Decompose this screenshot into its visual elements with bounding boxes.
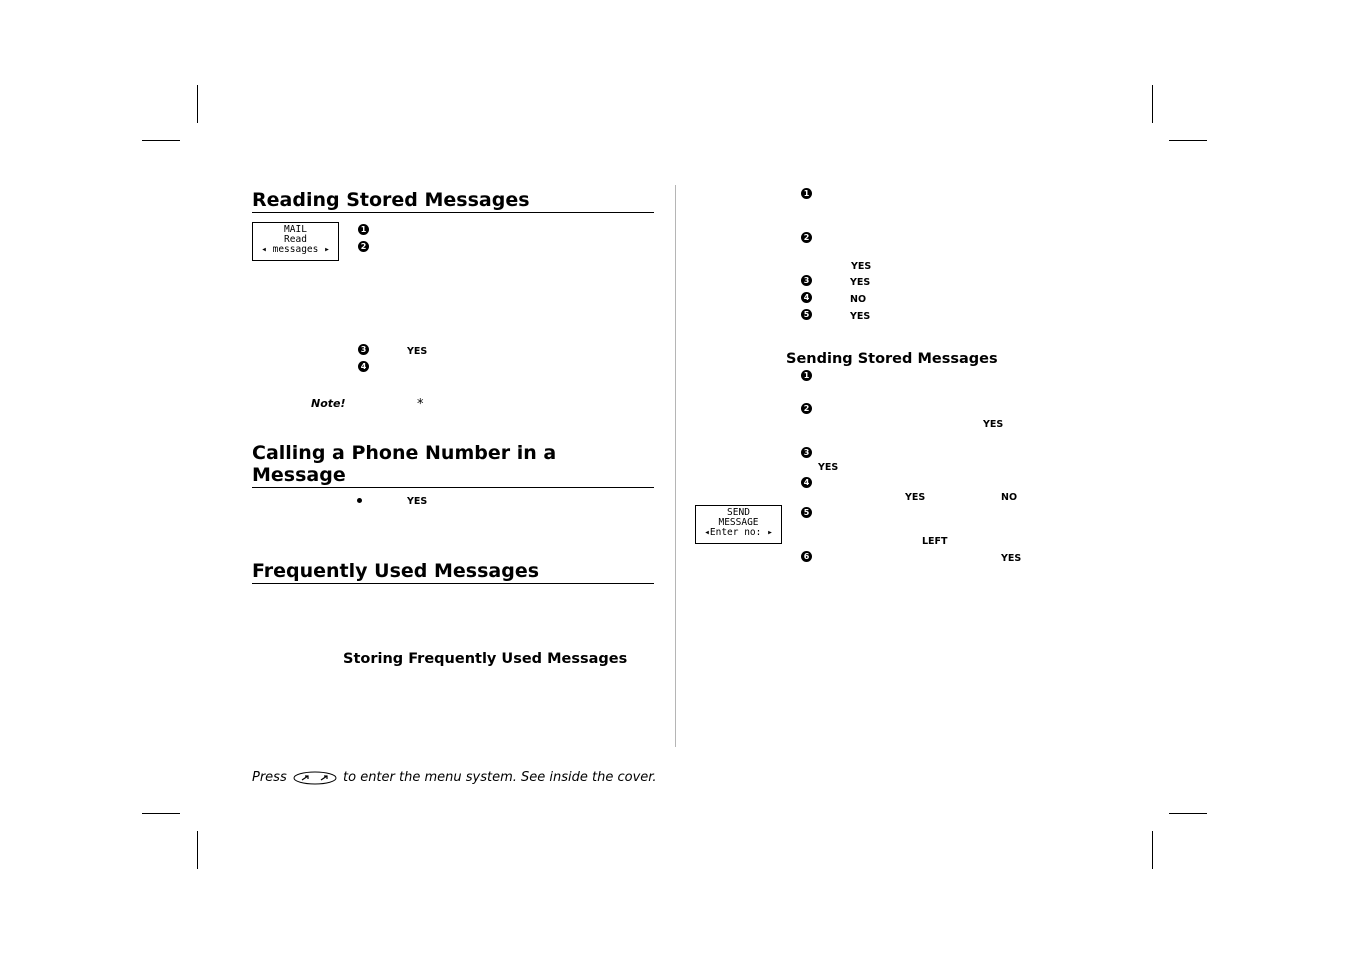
crop-mark (1169, 140, 1207, 141)
section-title-reading: Reading Stored Messages (252, 189, 654, 213)
footer-hint (252, 770, 657, 786)
phone-display-send (695, 505, 782, 544)
crop-mark (1169, 813, 1207, 814)
display-line: SEND (727, 507, 750, 518)
key-label: YES (407, 346, 428, 357)
bullet-icon (357, 498, 362, 503)
key-label: YES (905, 492, 926, 503)
footer-text: to enter the menu system. See inside the cover. (343, 770, 657, 785)
step-number-icon: 5 (801, 507, 812, 518)
step-number-icon: 2 (358, 241, 369, 252)
key-label: YES (850, 277, 871, 288)
step-number-icon: 1 (801, 370, 812, 381)
footer-press: Press (252, 770, 287, 785)
menu-key-icon (293, 771, 337, 785)
section-title-calling: Calling a Phone Number in a Message (252, 442, 654, 488)
step-number-icon: 4 (801, 477, 812, 488)
step-number-icon: 1 (358, 224, 369, 235)
crop-mark (197, 831, 198, 869)
step-number-icon: 3 (358, 344, 369, 355)
display-line: MAIL (284, 224, 307, 235)
column-divider (675, 185, 676, 747)
step-number-icon: 5 (801, 309, 812, 320)
key-label: NO (850, 294, 867, 305)
crop-mark (142, 140, 180, 141)
step-number-icon: 3 (801, 275, 812, 286)
key-label: YES (1001, 553, 1022, 564)
display-line: ◂Enter no: ▸ (704, 527, 773, 538)
step-number-icon: 6 (801, 551, 812, 562)
step-number-icon: 1 (801, 188, 812, 199)
step-number-icon: 3 (801, 447, 812, 458)
crop-mark (1152, 85, 1153, 123)
step-number-icon: 4 (801, 292, 812, 303)
note-label: Note! (311, 397, 346, 410)
display-line: ◂ messages ▸ (261, 244, 330, 255)
key-label: YES (983, 419, 1004, 430)
crop-mark (142, 813, 180, 814)
star-key-icon: * (417, 397, 424, 412)
section-title-frequent: Frequently Used Messages (252, 560, 654, 584)
step-number-icon: 4 (358, 361, 369, 372)
key-label: YES (850, 311, 871, 322)
key-label: YES (851, 261, 872, 272)
key-label: NO (1001, 492, 1018, 503)
step-number-icon: 2 (801, 232, 812, 243)
crop-mark (197, 85, 198, 123)
step-number-icon: 2 (801, 403, 812, 414)
display-line: MESSAGE (718, 517, 759, 528)
key-label: LEFT (922, 536, 948, 547)
display-line: Read (284, 234, 307, 245)
phone-display-mail (252, 222, 339, 261)
key-label: YES (407, 496, 428, 507)
crop-mark (1152, 831, 1153, 869)
key-label: YES (818, 462, 839, 473)
subsection-title-sending: Sending Stored Messages (786, 351, 998, 367)
subsection-title-storing: Storing Frequently Used Messages (343, 651, 628, 667)
